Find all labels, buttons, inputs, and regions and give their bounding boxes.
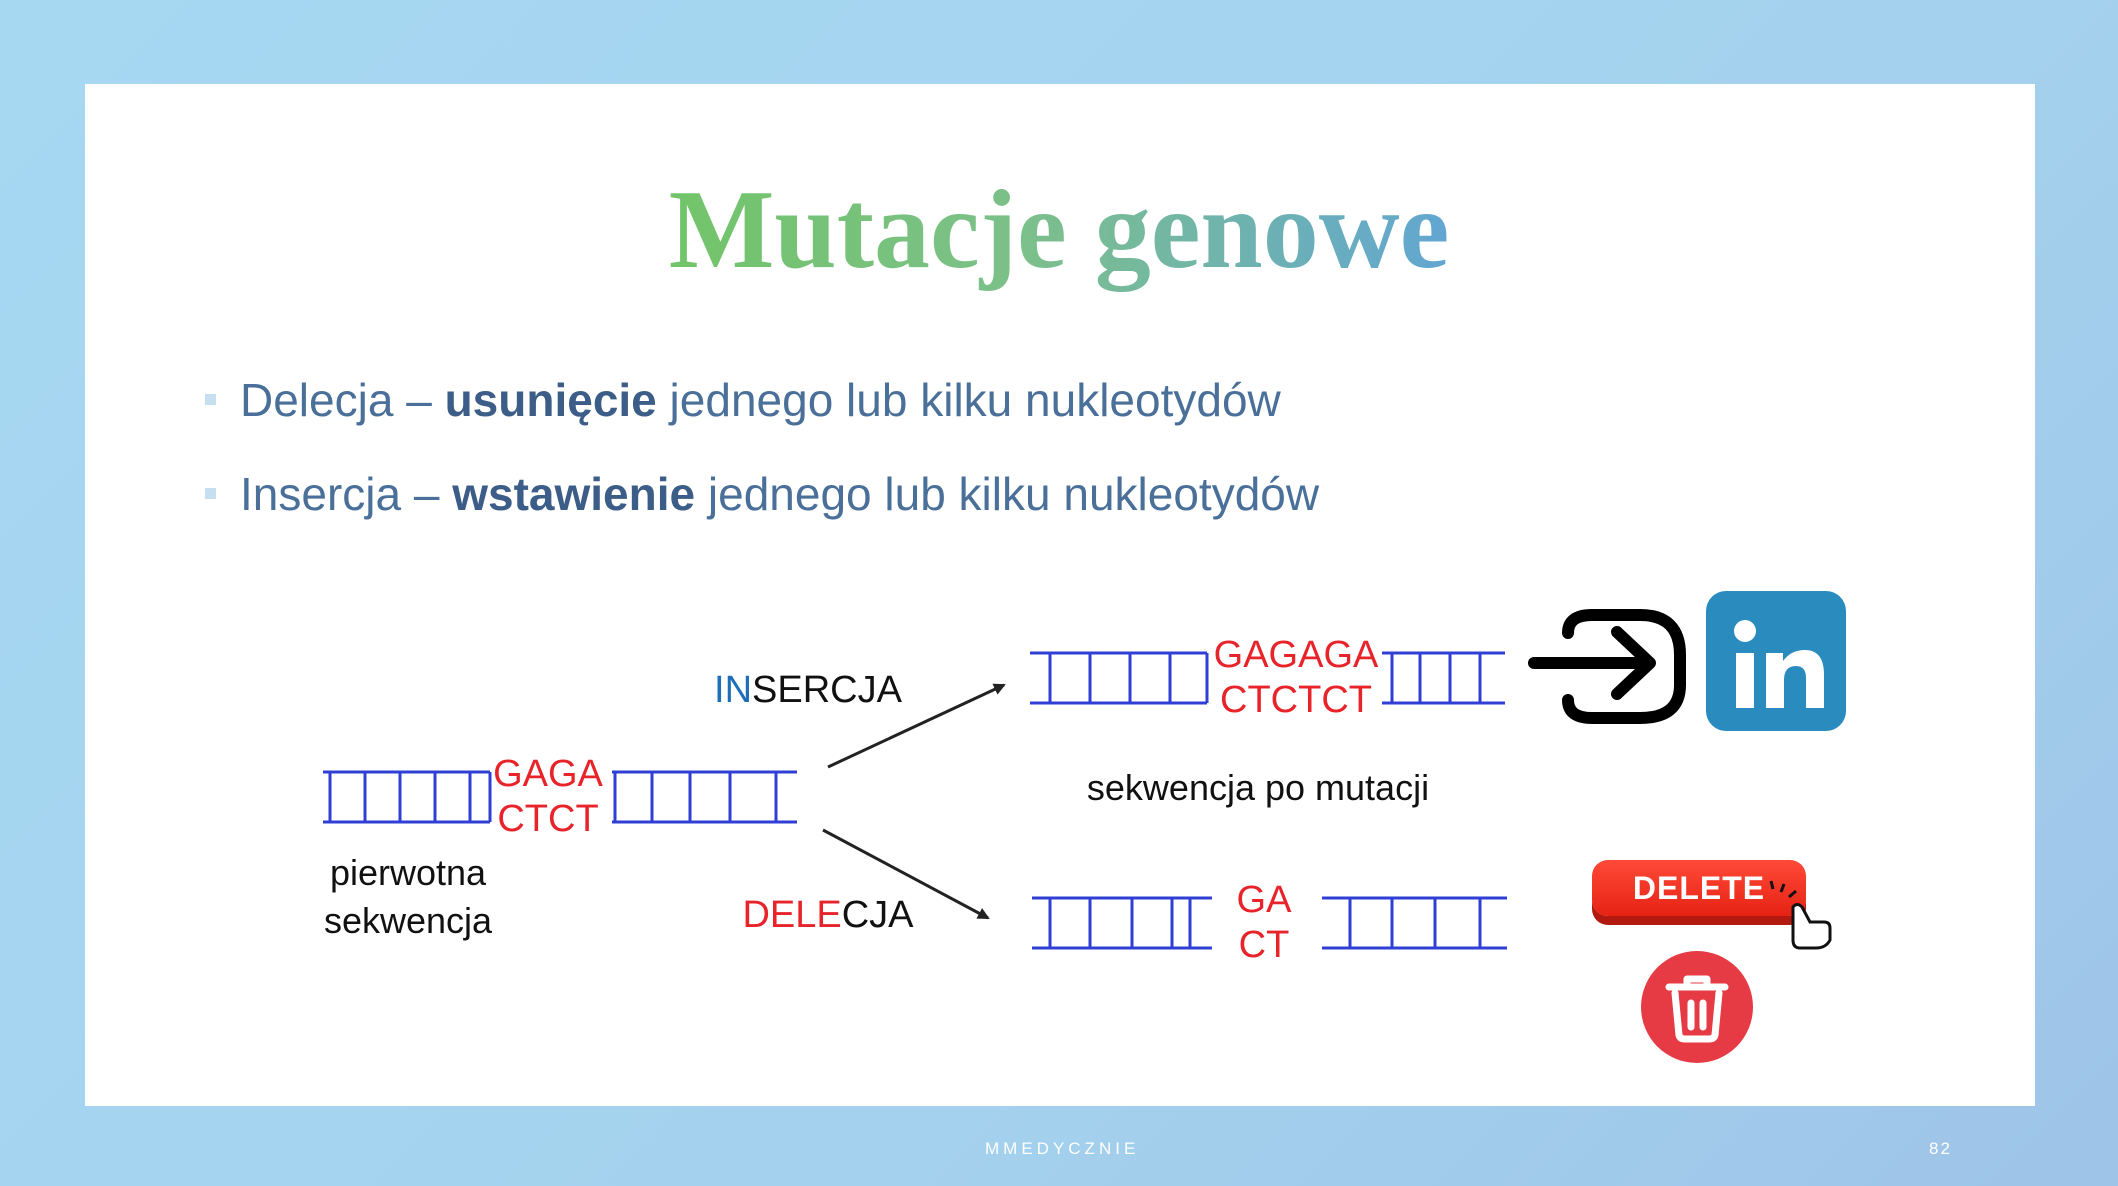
insertion-bottom-bases: CTCTCT [1220,679,1372,721]
bullet-keyword: wstawienie [452,468,696,520]
original-label-line2: sekwencja [323,900,493,941]
page-number: 82 [1929,1139,1952,1158]
delete-button[interactable]: DELETE [1592,860,1806,916]
bullet-insertion: Insercja – wstawienie jednego lub kilku nukleotydów [205,466,1319,522]
hand-cursor-icon [1793,905,1830,949]
trash-icon [1641,951,1753,1063]
slide-title: Mutacje genowe [668,168,1450,292]
result-label: sekwencja po mutacji [1086,767,1430,808]
original-label-line1: pierwotna [329,852,487,893]
deletion-top-bases: GA [1236,879,1292,921]
deletion-bottom-bases: CT [1238,924,1290,966]
insertion-top-bases: GAGAGA [1213,634,1379,676]
footer-brand: MMEDYCZNIE [985,1139,1140,1158]
click-sparkle-icon [1771,881,1796,897]
original-bottom-bases: CTCT [497,798,599,840]
original-top-bases: GAGA [493,753,603,795]
deletion-label: DELECJA [742,894,914,936]
bullet-deletion: Delecja – usunięcie jednego lub kilku nukleotydów [205,372,1281,428]
trash-glyph [1641,951,1753,1063]
insertion-label: INSERCJA [714,669,902,711]
bullet-keyword: usunięcie [444,374,657,426]
